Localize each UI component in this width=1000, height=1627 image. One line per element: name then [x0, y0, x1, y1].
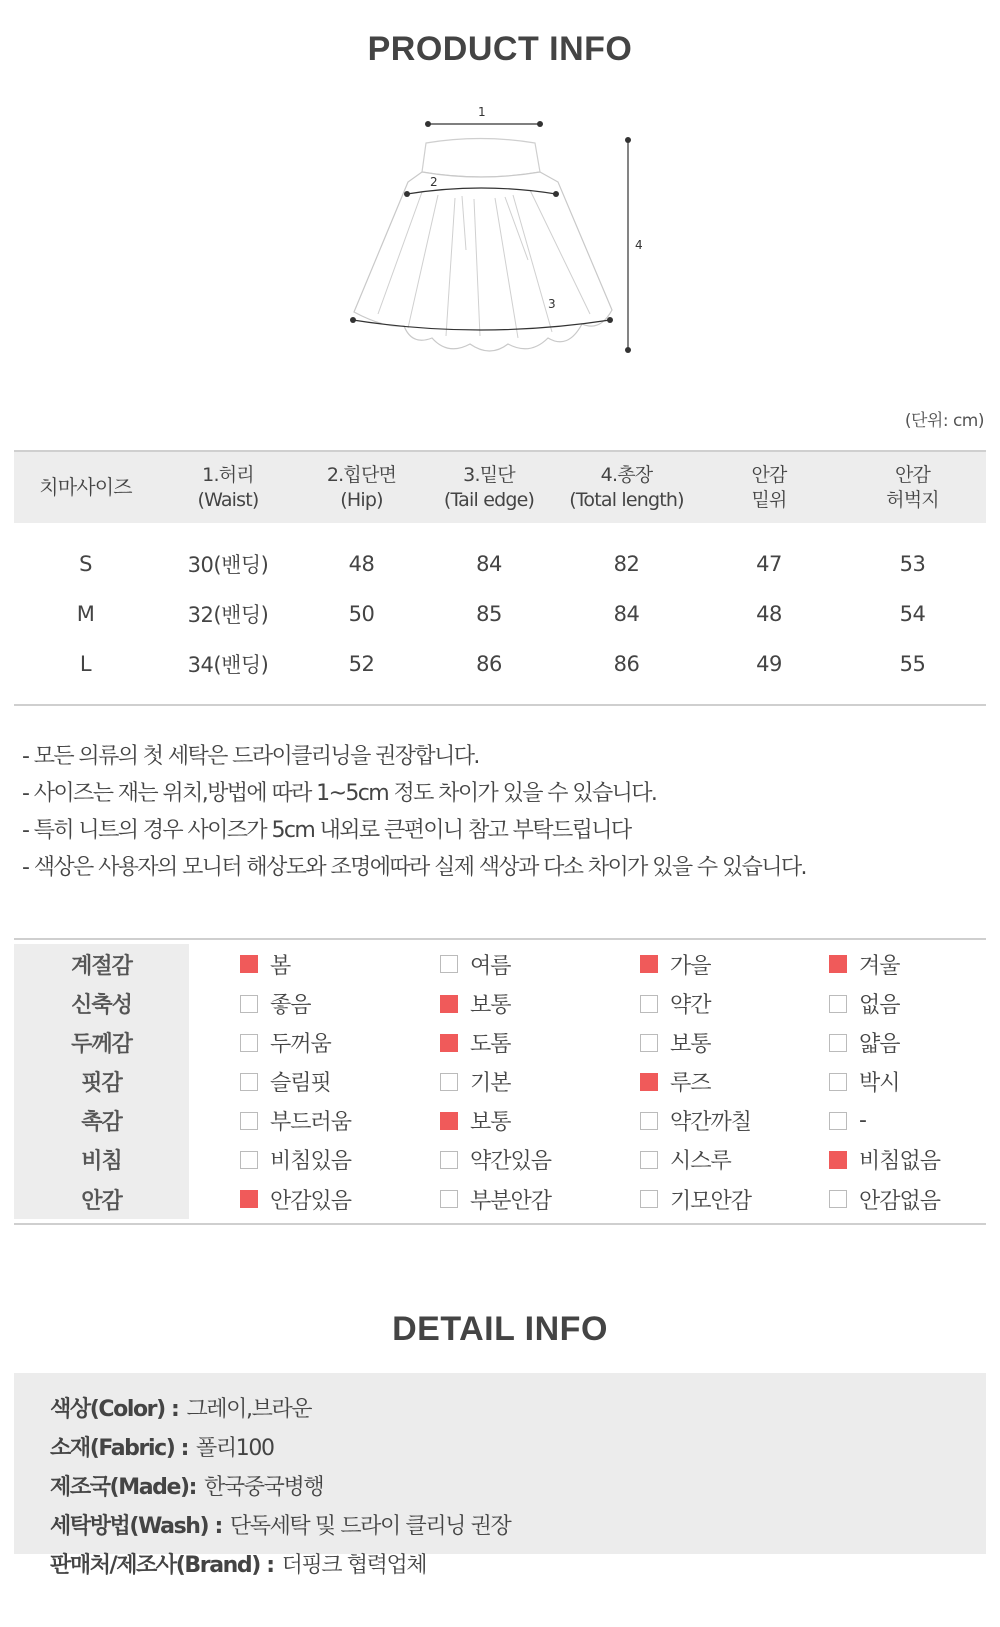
header-cell: [699, 451, 839, 523]
header-line: 1.허리: [202, 463, 254, 486]
attribute-option: [189, 1105, 395, 1136]
diagram-label-2: 2: [430, 175, 438, 189]
attribute-option-label: 슬림핏: [270, 1071, 331, 1096]
checked-box-icon: [240, 1190, 258, 1208]
attribute-option-label: 봄: [270, 953, 291, 979]
attribute-option-label: 겨울: [859, 953, 900, 979]
header-cell: [299, 451, 424, 523]
header-line: 2.힙단면: [326, 463, 397, 486]
attribute-option-label: 보통: [470, 1110, 511, 1135]
attribute-option-label: 여름: [470, 953, 511, 979]
size-value-cell: 54: [899, 602, 926, 626]
attribute-option: [797, 1108, 986, 1133]
size-value-cell: 34(밴딩): [187, 652, 269, 677]
attribute-option: [797, 988, 986, 1019]
header-line: (Total length): [569, 488, 684, 511]
size-value-cell: 48: [348, 552, 375, 576]
checked-box-icon: [240, 955, 258, 973]
attribute-option-label: 안감있음: [270, 1188, 352, 1214]
size-value-cell: 30(밴딩): [187, 553, 269, 577]
attribute-option: [395, 1184, 597, 1215]
attribute-option-label: 좋음: [270, 993, 311, 1018]
attribute-option-label: 얇음: [859, 1032, 900, 1057]
size-value-cell: 32(밴딩): [187, 603, 269, 627]
size-row: [14, 639, 986, 705]
attribute-option: [395, 1144, 597, 1175]
size-value-cell: 84: [476, 552, 502, 576]
attribute-option: [797, 1144, 986, 1175]
detail-key: 제조국(Made):: [50, 1475, 197, 1500]
checked-box-icon: [440, 1034, 458, 1052]
header-line: 안감: [751, 463, 787, 486]
size-value-cell: 55: [899, 651, 926, 676]
attribute-option: [395, 1027, 597, 1058]
header-cell: [14, 451, 157, 523]
detail-key: 소재(Fabric) :: [50, 1436, 189, 1461]
attribute-option: [395, 1105, 597, 1136]
unchecked-box-icon: [829, 1034, 847, 1052]
attribute-option: [797, 1066, 986, 1097]
attribute-option-label: 부분안감: [470, 1188, 552, 1214]
unchecked-box-icon: [440, 1073, 458, 1091]
header-cell: [424, 451, 554, 523]
attribute-option: [189, 1066, 395, 1097]
attribute-option-label: 시스루: [670, 1149, 731, 1174]
size-label-cell: L: [79, 651, 92, 676]
size-row: [14, 523, 986, 589]
header-line: 4.총장: [600, 463, 653, 486]
attribute-option-label: 루즈: [670, 1071, 711, 1096]
header-line: 밑위: [751, 488, 787, 511]
attribute-label: 핏감: [14, 1062, 189, 1101]
detail-value: 한국중국병행: [204, 1475, 324, 1500]
detail-key: 색상(Color) :: [50, 1397, 179, 1422]
attribute-option: [797, 949, 986, 980]
attribute-row: [14, 1179, 986, 1223]
header-cell: [839, 451, 986, 523]
attribute-option: [797, 1027, 986, 1058]
size-value-cell: 86: [476, 651, 502, 676]
detail-value: 더핑크 협력업체: [281, 1553, 427, 1578]
size-value-cell: 49: [756, 651, 782, 676]
care-notes: [22, 738, 806, 886]
attribute-option: [189, 988, 395, 1019]
diagram-label-1: 1: [478, 105, 486, 119]
attribute-option-label: 도톰: [470, 1032, 511, 1057]
size-value-cell: 85: [476, 602, 502, 626]
detail-line: [50, 1546, 986, 1585]
attribute-option-label: 안감없음: [859, 1188, 941, 1214]
detail-line: [50, 1429, 986, 1468]
header-line: 3.밑단: [463, 463, 515, 486]
attribute-row: [14, 984, 986, 1023]
checked-box-icon: [829, 1151, 847, 1169]
size-value-cell: 84: [613, 602, 640, 626]
unchecked-box-icon: [640, 1151, 658, 1169]
size-table: [14, 450, 986, 706]
attribute-option-label: 두꺼움: [270, 1032, 331, 1057]
attribute-option: [395, 949, 597, 980]
unchecked-box-icon: [829, 1112, 847, 1130]
detail-key: 판매처/제조사(Brand) :: [50, 1553, 274, 1578]
attribute-option: [597, 988, 797, 1019]
attribute-option: [597, 1027, 797, 1058]
attribute-label: 촉감: [14, 1101, 189, 1140]
unchecked-box-icon: [829, 995, 847, 1013]
attribute-option: [597, 1066, 797, 1097]
attribute-option: [189, 949, 395, 980]
checked-box-icon: [640, 1073, 658, 1091]
unchecked-box-icon: [640, 995, 658, 1013]
attribute-option-label: 보통: [670, 1032, 711, 1057]
detail-line: [50, 1468, 986, 1507]
attribute-row: [14, 1140, 986, 1179]
detail-key: 세탁방법(Wash) :: [50, 1514, 222, 1539]
checked-box-icon: [440, 1112, 458, 1130]
attribute-option-label: 없음: [859, 993, 900, 1018]
attribute-label: 비침: [14, 1140, 189, 1179]
unchecked-box-icon: [440, 1151, 458, 1169]
unit-note: (단위: cm): [904, 411, 984, 431]
attribute-option-label: 비침있음: [270, 1149, 352, 1174]
attribute-option: [189, 1027, 395, 1058]
unchecked-box-icon: [440, 955, 458, 973]
unchecked-box-icon: [240, 995, 258, 1013]
attribute-option: [395, 988, 597, 1019]
checked-box-icon: [440, 995, 458, 1013]
skirt-illustration: [350, 100, 680, 380]
attribute-label: 신축성: [14, 984, 189, 1023]
header-line: 허벅지: [886, 488, 939, 511]
attribute-option: [797, 1184, 986, 1215]
header-cell: [554, 451, 699, 523]
attribute-option-label: 약간있음: [470, 1149, 552, 1174]
attribute-option-label: 부드러움: [270, 1110, 352, 1135]
detail-value: 그레이,브라운: [186, 1397, 312, 1422]
header-line: 치마사이즈: [39, 475, 132, 499]
skirt-measurement-diagram: [350, 100, 680, 380]
attribute-option-label: -: [859, 1108, 866, 1133]
attribute-option-label: 기본: [470, 1071, 511, 1096]
attribute-option-label: 비침없음: [859, 1149, 941, 1174]
detail-value: 폴리100: [196, 1436, 274, 1461]
note-item: - 모든 의류의 첫 세탁은 드라이클리닝을 권장합니다.: [22, 744, 479, 769]
attribute-option: [597, 1144, 797, 1175]
attribute-option-label: 보통: [470, 993, 511, 1018]
diagram-label-4: 4: [635, 238, 643, 252]
size-label-cell: S: [79, 552, 92, 576]
attribute-label: 계절감: [14, 944, 189, 984]
checked-box-icon: [829, 955, 847, 973]
unchecked-box-icon: [240, 1151, 258, 1169]
attribute-option-label: 약간: [670, 993, 711, 1018]
attribute-table: [14, 938, 986, 1225]
unchecked-box-icon: [440, 1190, 458, 1208]
note-item: - 색상은 사용자의 모니터 해상도와 조명에따라 실제 색상과 다소 차이가 있을 수 있습니다.: [22, 855, 806, 880]
diagram-label-3: 3: [548, 297, 556, 311]
attribute-option: [597, 1105, 797, 1136]
attribute-option: [189, 1144, 395, 1175]
unchecked-box-icon: [640, 1190, 658, 1208]
detail-info-box: [14, 1373, 986, 1578]
detail-info-title: DETAIL INFO: [392, 1310, 608, 1348]
product-info-title: PRODUCT INFO: [367, 30, 633, 68]
note-item: - 특히 니트의 경우 사이즈가 5cm 내외로 큰편이니 참고 부탁드립니다: [22, 818, 631, 843]
checked-box-icon: [640, 955, 658, 973]
unchecked-box-icon: [240, 1112, 258, 1130]
attribute-option-label: 박시: [859, 1071, 900, 1096]
size-row: [14, 589, 986, 639]
size-value-cell: 52: [348, 651, 375, 676]
header-line: 안감: [894, 463, 931, 486]
size-table-header: [14, 451, 986, 523]
attribute-label: 두께감: [14, 1023, 189, 1062]
size-label-cell: M: [76, 602, 95, 626]
unchecked-box-icon: [829, 1190, 847, 1208]
detail-line: [50, 1507, 986, 1546]
detail-line: [50, 1390, 986, 1429]
unchecked-box-icon: [829, 1073, 847, 1091]
attribute-option-label: 약간까칠: [670, 1110, 752, 1135]
size-value-cell: 48: [756, 602, 782, 626]
size-value-cell: 82: [613, 552, 640, 576]
unchecked-box-icon: [240, 1034, 258, 1052]
size-value-cell: 86: [613, 651, 640, 676]
unchecked-box-icon: [640, 1112, 658, 1130]
attribute-option: [597, 1184, 797, 1215]
detail-value: 단독세탁 및 드라이 클리닝 권장: [229, 1514, 511, 1539]
header-line: (Waist): [197, 488, 259, 511]
attribute-option: [395, 1066, 597, 1097]
attribute-row: [14, 1062, 986, 1101]
size-value-cell: 47: [756, 552, 782, 576]
note-item: - 사이즈는 재는 위치,방법에 따라 1~5cm 정도 차이가 있을 수 있습니다.: [22, 781, 657, 806]
header-line: (Tail edge): [443, 488, 535, 511]
size-value-cell: 50: [348, 602, 375, 626]
attribute-row: [14, 940, 986, 984]
attribute-row: [14, 1101, 986, 1140]
attribute-option: [189, 1184, 395, 1215]
size-value-cell: 53: [899, 552, 926, 576]
header-cell: [157, 451, 299, 523]
attribute-option-label: 기모안감: [670, 1188, 752, 1214]
attribute-option-label: 가을: [670, 953, 711, 979]
header-line: (Hip): [340, 488, 383, 511]
attribute-row: [14, 1023, 986, 1062]
unchecked-box-icon: [240, 1073, 258, 1091]
attribute-option: [597, 949, 797, 980]
attribute-label: 안감: [14, 1179, 189, 1219]
unchecked-box-icon: [640, 1034, 658, 1052]
